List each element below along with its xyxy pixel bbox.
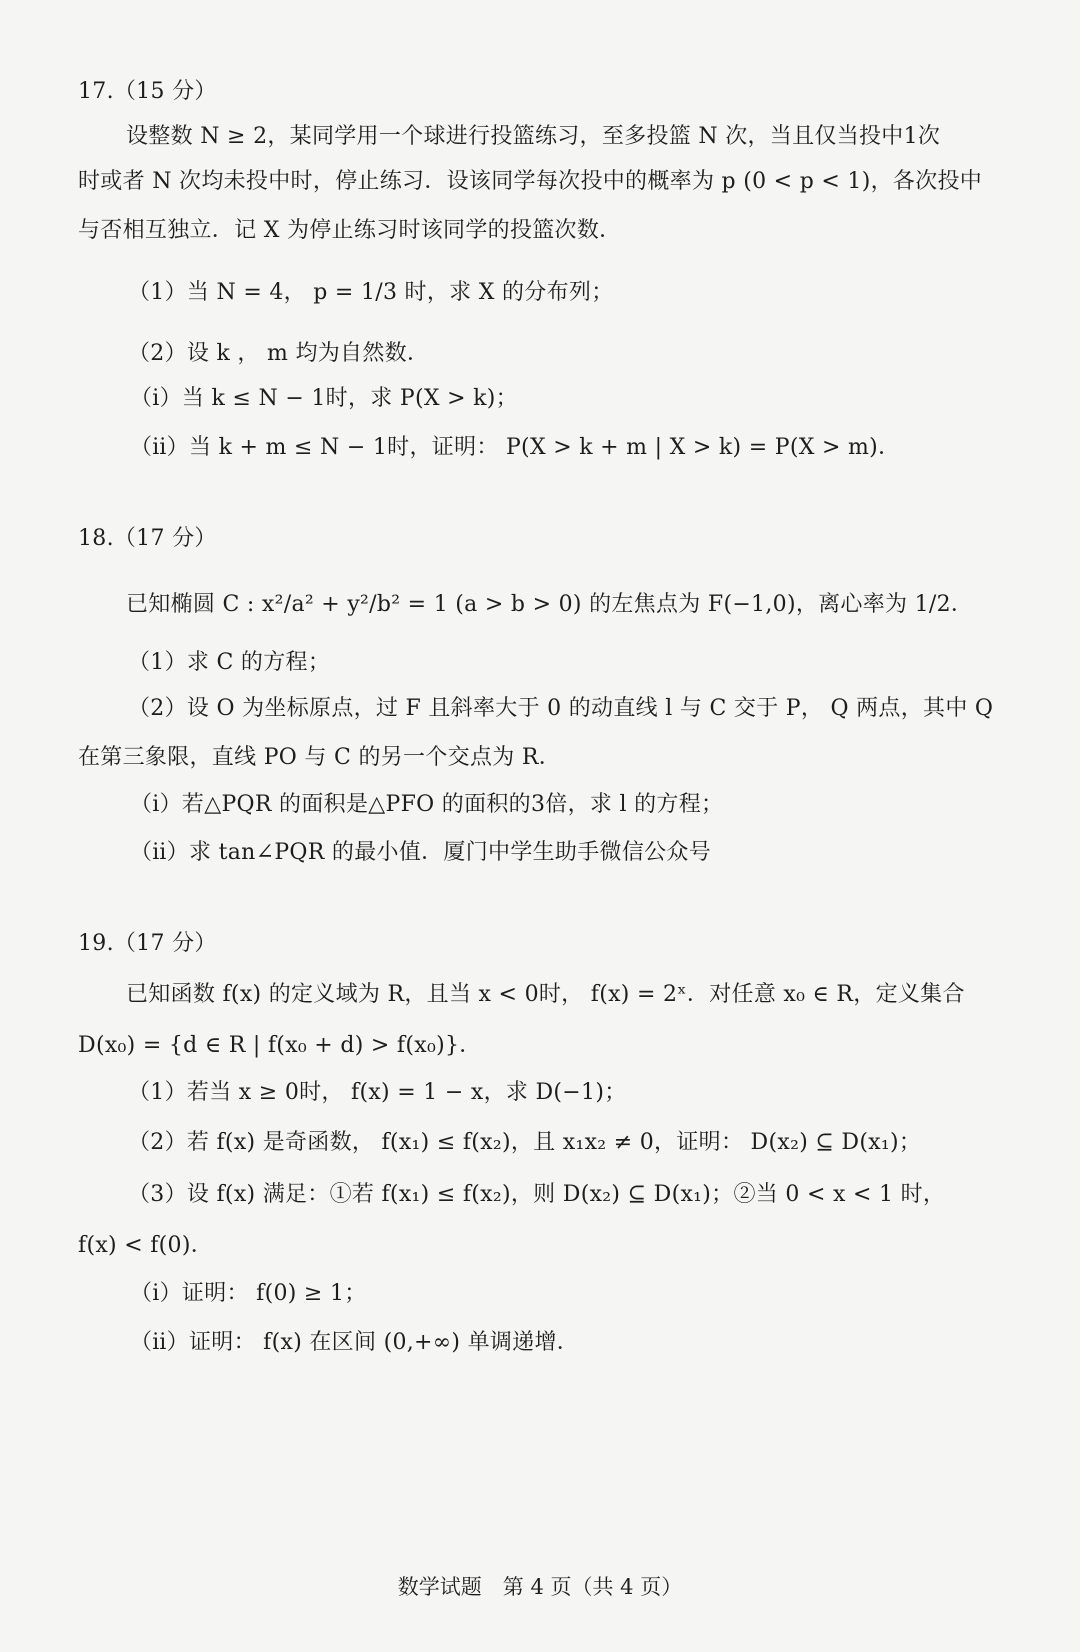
q17-stem-line1: 设整数 N ≥ 2，某同学用一个球进行投篮练习，至多投篮 N 次，当且仅当投中1次 — [126, 124, 941, 149]
q18-part2-line1: （2）设 O 为坐标原点，过 F 且斜率大于 0 的动直线 l 与 C 交于 P， Q 两点，其中 Q — [128, 696, 994, 721]
q19-part3-line1: （3）设 f(x) 满足：①若 f(x₁) ≤ f(x₂)，则 D(x₂) ⊆ D(x₁)；②当 0 < x < 1 时， — [128, 1182, 946, 1207]
q17-stem-line2: 时或者 N 次均未投中时，停止练习．设该同学每次投中的概率为 p (0 < p < 1)，各次投中 — [78, 169, 983, 194]
q19-part2: （2）若 f(x) 是奇函数， f(x₁) ≤ f(x₂)，且 x₁x₂ ≠ 0，证明： D(x₂) ⊆ D(x₁)； — [128, 1130, 922, 1155]
q17-part2-i: （ⅰ）当 k ≤ N − 1时，求 P(X > k)； — [130, 386, 518, 411]
q19-part1: （1）若当 x ≥ 0时， f(x) = 1 − x，求 D(−1)； — [128, 1080, 627, 1105]
page-footer: 数学试题 第 4 页（共 4 页） — [397, 1575, 683, 1599]
q19-part3-ii: （ⅱ）证明： f(x) 在区间 (0,+∞) 单调递增． — [130, 1330, 580, 1355]
q19-part3-i: （ⅰ）证明： f(0) ≥ 1； — [130, 1281, 367, 1306]
q17-part1: （1）当 N = 4， p = 1/3 时，求 X 的分布列； — [128, 280, 614, 305]
q18-part2-ii: （ⅱ）求 tan∠PQR 的最小值．厦门中学生助手微信公众号 — [130, 840, 712, 865]
q18-part2-i: （ⅰ）若△PQR 的面积是△PFO 的面积的3倍，求 l 的方程； — [130, 792, 724, 817]
q18-stem-line1: 已知椭圆 C : x²/a² + y²/b² = 1 (a > b > 0) 的左焦点为 F(−1,0)，离心率为 1/2． — [126, 592, 974, 617]
q17-part2: （2）设 k ， m 均为自然数． — [128, 341, 430, 366]
q17-part2-ii: （ⅱ）当 k + m ≤ N − 1时，证明： P(X > k + m | X > k) = P(X > m)． — [130, 435, 901, 460]
q18-part1: （1）求 C 的方程； — [128, 650, 331, 675]
q17-title: 17.（15 分） — [78, 79, 217, 104]
q18-title: 18.（17 分） — [78, 526, 217, 551]
q17-stem-line3: 与否相互独立．记 X 为停止练习时该同学的投篮次数． — [78, 218, 622, 243]
q19-part3-line2: f(x) < f(0)． — [78, 1233, 214, 1258]
q19-title: 19.（17 分） — [78, 931, 217, 956]
q19-stem-line1: 已知函数 f(x) 的定义域为 R，且当 x < 0时， f(x) = 2ˣ．对任意 x₀ ∈ R，定义集合 — [126, 982, 965, 1007]
q18-part2-line2: 在第三象限，直线 PO 与 C 的另一个交点为 R． — [78, 745, 562, 770]
q19-stem-line2: D(x₀) = {d ∈ R | f(x₀ + d) > f(x₀)}． — [78, 1033, 482, 1058]
